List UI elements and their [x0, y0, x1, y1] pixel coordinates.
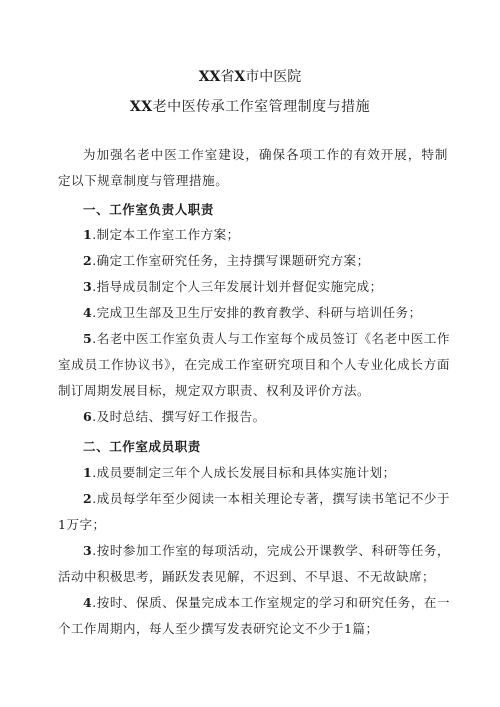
title-part: X	[234, 69, 246, 85]
item-number: 3	[83, 543, 93, 558]
item-text: .成员每学年至少阅读一本相关理论专著，撰写读书笔记不少于1万字；	[58, 491, 450, 532]
item-number: 5	[83, 331, 93, 346]
item-number: 4	[83, 305, 93, 320]
item-text: .完成卫生部及卫生厅安排的教育教学、科研与培训任务；	[92, 305, 422, 320]
item-number: 1	[83, 227, 93, 242]
item-number: 2	[83, 253, 93, 268]
item-text: .确定工作室研究任务，主持撰写课题研究方案；	[92, 253, 370, 268]
list-item	[58, 486, 450, 538]
section-heading: 一、工作室负责人职责	[83, 202, 215, 217]
intro-paragraph: 为加强名老中医工作室建设，确保各项工作的有效开展，特制定以下规章制度与管理措施。	[58, 147, 448, 188]
list-item	[58, 590, 450, 642]
item-number: 4	[83, 595, 93, 610]
item-number: 1	[83, 465, 93, 480]
list-item	[58, 326, 450, 404]
item-text: .按时、保质、保量完成本工作室规定的学习和研究任务，在一个工作周期内，每人至少撰写发表研究论文不少于1篇；	[58, 595, 450, 636]
list-item	[58, 538, 450, 590]
title-part: 省	[220, 69, 235, 85]
list-item	[58, 222, 450, 248]
item-text: .成员要制定三年个人成长发展目标和具体实施计划；	[92, 465, 396, 480]
item-text: .指导成员制定个人三年发展计划并督促实施完成；	[92, 279, 383, 294]
item-text: .制定本工作室工作方案；	[92, 227, 240, 242]
item-number: 3	[83, 279, 93, 294]
document-title-hospital	[0, 68, 500, 86]
title-part: 老中医传承工作室管理制度与措施	[152, 99, 371, 115]
list-item	[58, 460, 450, 486]
item-number: 2	[83, 491, 93, 506]
title-part: XX	[198, 69, 221, 85]
list-item	[58, 274, 450, 300]
document-title-main	[0, 98, 500, 116]
section-heading: 二、工作室成员职责	[83, 439, 201, 454]
title-part: 市中医院	[245, 69, 302, 85]
item-number: 6	[83, 409, 93, 424]
item-text: .及时总结、撰写好工作报告。	[92, 409, 266, 424]
title-part: XX	[129, 99, 153, 115]
item-text: .按时参加工作室的每项活动，完成公开课教学、科研等任务，活动中积极思考，踊跃发表见解，不迟到、不早退、不无故缺席；	[58, 543, 450, 584]
item-text: .名老中医工作室负责人与工作室每个成员签订《名老中医工作室成员工作协议书》，在完成工作室研究项目和个人专业化成长方面制订周期发展目标，规定双方职责、权利及评价方法。	[58, 331, 450, 398]
list-item	[58, 248, 450, 274]
list-item	[58, 404, 450, 430]
list-item	[58, 300, 450, 326]
